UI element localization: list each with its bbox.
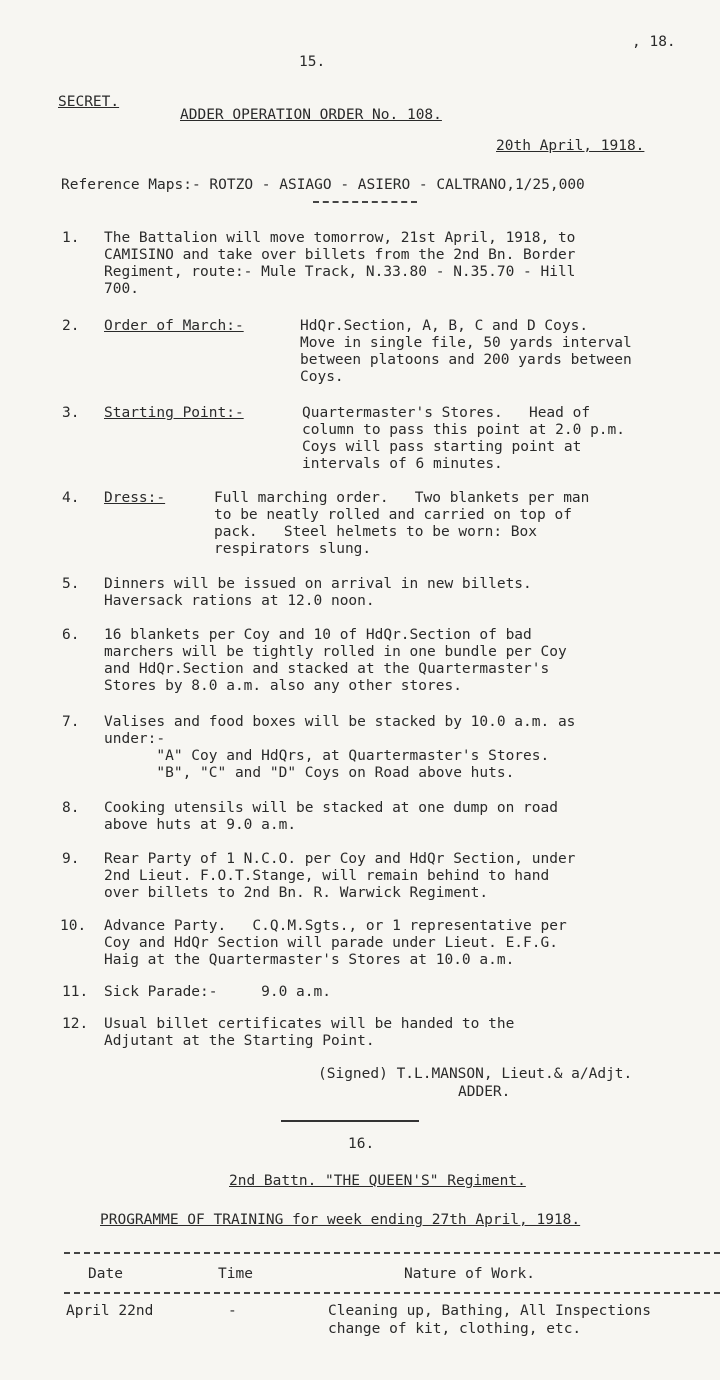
item-number: 8. — [62, 800, 80, 816]
item-heading: Starting Point:- — [104, 405, 244, 421]
item-line: Quartermaster's Stores. Head of — [302, 405, 591, 421]
order-item-11 — [62, 984, 720, 1001]
reference-underline — [313, 201, 417, 203]
item-line: Coys. — [300, 369, 344, 385]
item-line: Dinners will be issued on arrival in new billets. — [104, 576, 532, 592]
item-line: between platoons and 200 yards between — [300, 352, 632, 368]
row-work-line-1: Cleaning up, Bathing, All Inspections — [328, 1303, 652, 1319]
item-line: pack. Steel helmets to be worn: Box — [214, 524, 538, 540]
signature-unit: ADDER. — [458, 1084, 511, 1100]
item-line: The Battalion will move tomorrow, 21st April, 1918, to — [104, 230, 576, 246]
item-number: 10. — [60, 918, 87, 934]
table-top-rule — [64, 1252, 720, 1254]
classification-label: SECRET. — [58, 94, 120, 110]
row-date: April 22nd — [66, 1303, 154, 1319]
item-line: Usual billet certificates will be handed to the — [104, 1016, 515, 1032]
section-divider — [281, 1120, 419, 1122]
item-line: and HdQr.Section and stacked at the Quartermaster's — [104, 661, 550, 677]
item-line: Haversack rations at 12.0 noon. — [104, 593, 375, 609]
item-line: HdQr.Section, A, B, C and D Coys. — [300, 318, 589, 334]
item-line: 16 blankets per Coy and 10 of HdQr.Section of bad — [104, 627, 532, 643]
page-number-2: 16. — [348, 1136, 375, 1152]
item-line: Stores by 8.0 a.m. also any other stores. — [104, 678, 462, 694]
item-line: Coy and HdQr Section will parade under Lieut. E.F.G. — [104, 935, 558, 951]
order-item-12 — [62, 1016, 720, 1050]
item-line: 2nd Lieut. F.O.T.Stange, will remain behind to hand — [104, 868, 550, 884]
reference-maps: Reference Maps:- ROTZO - ASIAGO - ASIERO - CALTRANO,1/25,000 — [61, 177, 585, 193]
item-number: 11. — [62, 984, 89, 1000]
item-line: Cooking utensils will be stacked at one dump on road — [104, 800, 558, 816]
item-line: "B", "C" and "D" Coys on Road above huts. — [104, 765, 515, 781]
item-number: 12. — [62, 1016, 89, 1032]
item-number: 9. — [62, 851, 80, 867]
item-number: 4. — [62, 490, 80, 506]
item-heading: Order of March:- — [104, 318, 244, 334]
item-line: intervals of 6 minutes. — [302, 456, 503, 472]
item-number: 5. — [62, 576, 80, 592]
item-line: Haig at the Quartermaster's Stores at 10.0 a.m. — [104, 952, 515, 968]
item-line: Advance Party. C.Q.M.Sgts., or 1 representative per — [104, 918, 567, 934]
order-item-5 — [62, 576, 720, 610]
order-item-7 — [62, 714, 720, 782]
table-header-rule — [64, 1292, 720, 1294]
order-date: 20th April, 1918. — [496, 138, 645, 154]
item-line: Sick Parade:- 9.0 a.m. — [104, 984, 331, 1000]
item-line: under:- — [104, 731, 166, 747]
column-header-time: Time — [218, 1266, 253, 1282]
regiment-title: 2nd Battn. "THE QUEEN'S" Regiment. — [229, 1173, 526, 1189]
item-line: 700. — [104, 281, 139, 297]
item-number: 2. — [62, 318, 80, 334]
order-item-3 — [62, 405, 720, 473]
programme-title: PROGRAMME OF TRAINING for week ending 27th April, 1918. — [100, 1212, 581, 1228]
row-time: - — [228, 1303, 237, 1319]
page-number: 15. — [299, 54, 326, 70]
order-item-6 — [62, 627, 720, 695]
item-line: marchers will be tightly rolled in one bundle per Coy — [104, 644, 567, 660]
item-line: "A" Coy and HdQrs, at Quartermaster's Stores. — [104, 748, 550, 764]
item-line: Rear Party of 1 N.C.O. per Coy and HdQr Section, under — [104, 851, 576, 867]
order-item-9 — [62, 851, 720, 902]
column-header-date: Date — [88, 1266, 123, 1282]
item-line: Move in single file, 50 yards interval — [300, 335, 632, 351]
item-line: over billets to 2nd Bn. R. Warwick Regiment. — [104, 885, 489, 901]
order-item-2 — [62, 318, 720, 386]
item-number: 3. — [62, 405, 80, 421]
item-line: CAMISINO and take over billets from the 2nd Bn. Border — [104, 247, 576, 263]
item-line: Valises and food boxes will be stacked by 10.0 a.m. as — [104, 714, 576, 730]
item-line: column to pass this point at 2.0 p.m. — [302, 422, 626, 438]
item-number: 1. — [62, 230, 80, 246]
top-page-number: , 18. — [632, 34, 676, 50]
order-item-10 — [62, 918, 720, 969]
order-item-4 — [62, 490, 720, 558]
order-item-1 — [62, 230, 720, 298]
order-title: ADDER OPERATION ORDER No. 108. — [180, 107, 442, 123]
item-line: Coys will pass starting point at — [302, 439, 582, 455]
signature-line: (Signed) T.L.MANSON, Lieut.& a/Adjt. — [318, 1066, 633, 1082]
item-heading: Dress:- — [104, 490, 166, 506]
row-work-line-2: change of kit, clothing, etc. — [328, 1321, 582, 1337]
item-line: to be neatly rolled and carried on top of — [214, 507, 572, 523]
order-item-8 — [62, 800, 720, 834]
item-line: above huts at 9.0 a.m. — [104, 817, 297, 833]
column-header-work: Nature of Work. — [404, 1266, 535, 1282]
item-number: 7. — [62, 714, 80, 730]
item-number: 6. — [62, 627, 80, 643]
item-line: Full marching order. Two blankets per man — [214, 490, 590, 506]
item-line: Regiment, route:- Mule Track, N.33.80 - N.35.70 - Hill — [104, 264, 576, 280]
item-line: Adjutant at the Starting Point. — [104, 1033, 375, 1049]
item-line: respirators slung. — [214, 541, 372, 557]
